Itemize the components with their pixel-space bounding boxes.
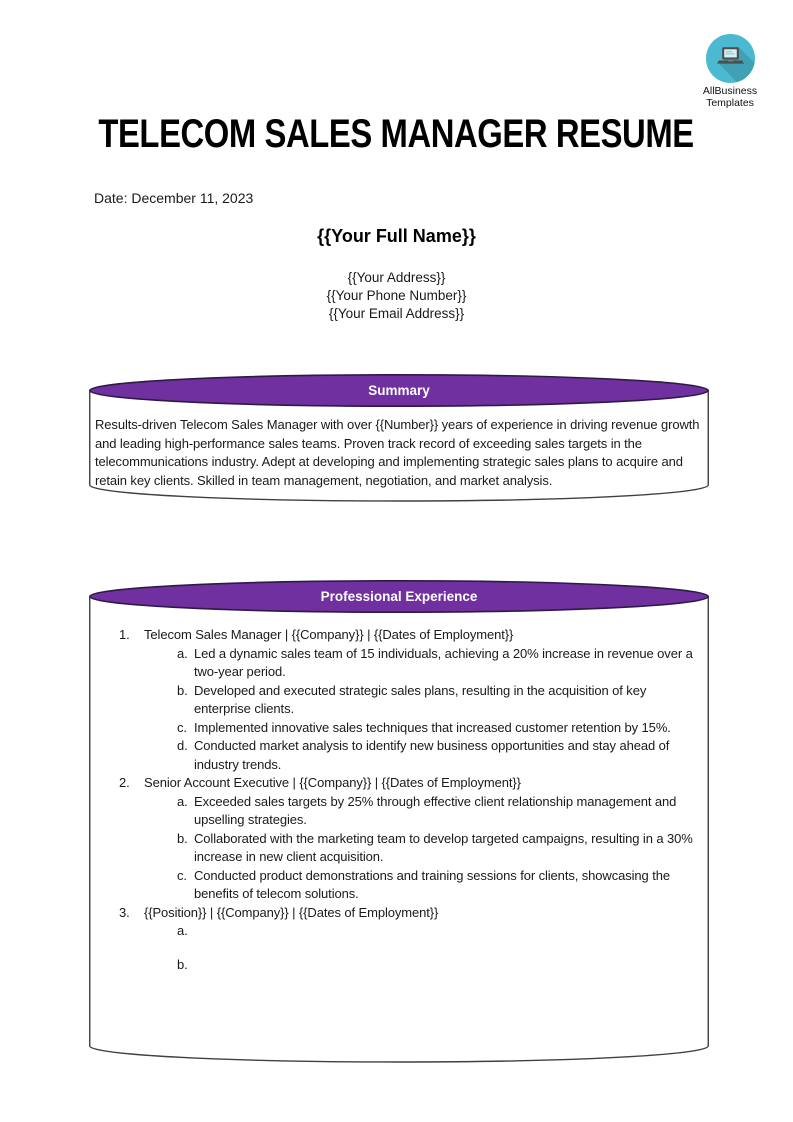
job-title-line: {{Position}} | {{Company}} | {{Dates of Employment}}	[144, 904, 439, 920]
bullet-marker: a.	[177, 645, 188, 661]
contact-block	[0, 269, 793, 323]
job-entry-2	[89, 774, 709, 904]
job-entry-1	[89, 626, 709, 774]
job-entry-3	[89, 904, 709, 975]
job-number: 3.	[119, 904, 130, 920]
bullet-marker: a.	[177, 923, 188, 938]
experience-list	[89, 626, 709, 974]
summary-section-header: Summary	[368, 383, 430, 398]
bullet-marker: b.	[177, 682, 188, 698]
bullet-text: Implemented innovative sales techniques that increased customer retention by 15%.	[194, 719, 671, 735]
logo-brand-line2: Templates	[706, 96, 754, 109]
bullet-marker: c.	[177, 867, 187, 883]
experience-section	[89, 580, 709, 1063]
bullet-text: Conducted market analysis to identify new business opportunities and stay ahead of industry trends.	[194, 738, 670, 772]
email-placeholder: {{Your Email Address}}	[328, 306, 465, 321]
bullet-marker: d.	[177, 738, 188, 753]
bullet-marker: a.	[177, 793, 188, 809]
bullet-text	[194, 922, 709, 941]
phone-placeholder: {{Your Phone Number}}	[326, 288, 467, 303]
bullet-text: Collaborated with the marketing team to develop targeted campaigns, resulting in a 30% increase in new client acquisition.	[194, 830, 693, 864]
bullet-marker: b.	[177, 830, 188, 846]
summary-text: Results-driven Telecom Sales Manager with over {{Number}} years of experience in driving revenue growth and leading high-performance sales teams. Proven track record of exceeding sales targets in the telecommunications industry. Adept at developing and implementing strategic sales plans to acquire and retain key clients. Skilled in team management, negotiation, and market analysis.	[95, 417, 700, 488]
bullet-text: Conducted product demonstrations and training sessions for clients, showcasing the benefits of telecom solutions.	[194, 867, 670, 901]
bullet-marker: c.	[177, 719, 187, 735]
bullet-text: Led a dynamic sales team of 15 individuals, achieving a 20% increase in revenue over a two-year period.	[194, 645, 693, 679]
bullet-marker: b.	[177, 956, 188, 972]
full-name-placeholder: {{Your Full Name}}	[317, 226, 476, 246]
job-title-line: Telecom Sales Manager | {{Company}} | {{Dates of Employment}}	[144, 627, 514, 642]
page-title-text: TELECOM SALES MANAGER RESUME	[98, 112, 695, 156]
logo-brand-text	[696, 86, 764, 109]
job-number: 2.	[119, 775, 130, 790]
logo-brand-line1: AllBusiness	[702, 85, 758, 97]
bullet-text: Developed and executed strategic sales plans, resulting in the acquisition of key enterprise clients.	[194, 682, 647, 716]
laptop-logo-icon	[705, 33, 756, 84]
job-number: 1.	[119, 627, 130, 642]
bullet-text	[194, 956, 709, 975]
job-title-line: Senior Account Executive | {{Company}} | {{Dates of Employment}}	[144, 775, 521, 790]
bullet-text: Exceeded sales targets by 25% through effective client relationship management and upselling strategies.	[194, 793, 677, 827]
date-line: Date: December 11, 2023	[94, 190, 254, 206]
summary-section	[89, 374, 709, 502]
address-placeholder: {{Your Address}}	[347, 270, 446, 285]
brand-logo	[696, 33, 764, 109]
page-title	[0, 112, 793, 157]
experience-section-header: Professional Experience	[320, 589, 478, 604]
